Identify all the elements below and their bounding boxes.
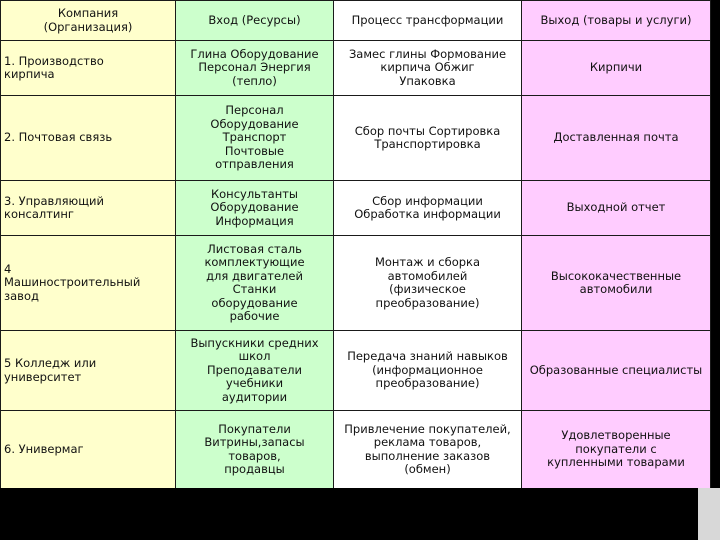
cell-line: кирпича xyxy=(4,67,55,81)
cell-line: (тепло) xyxy=(232,73,277,88)
cell-line: Машиностроительный xyxy=(4,275,141,290)
cell-line: Обработка информации xyxy=(354,207,501,221)
cell-line: Персонал xyxy=(225,103,284,118)
cell-line: комплектующие xyxy=(204,255,305,269)
company-cell xyxy=(1,236,176,331)
output-cell xyxy=(522,41,711,96)
cell-line: Кирпичи xyxy=(589,60,643,75)
cell-line: продавцы xyxy=(224,462,285,476)
process-cell xyxy=(334,96,522,181)
cell-line: Передача знаний навыков xyxy=(347,349,508,364)
cell-line: (Организация) xyxy=(43,19,133,34)
cell-line: выполнение заказов xyxy=(364,448,491,463)
cell-line: Глина Оборудование xyxy=(190,46,319,61)
cell-line: Выпускники средних xyxy=(190,335,319,350)
process-cell xyxy=(334,331,522,411)
table-row xyxy=(1,236,711,331)
input-cell xyxy=(176,236,334,331)
input-cell xyxy=(176,331,334,411)
company-cell xyxy=(1,181,176,236)
cell-line: оборудование xyxy=(211,295,298,310)
table-row xyxy=(1,411,711,489)
cell-line: Транспорт xyxy=(222,130,287,145)
cell-line: Привлечение покупателей, xyxy=(344,421,511,436)
cell-line: Высококачественные xyxy=(550,268,682,283)
process-cell xyxy=(334,41,522,96)
table-row xyxy=(1,181,711,236)
cell-line: Процесс трансформации xyxy=(351,12,504,27)
header-input xyxy=(176,1,334,41)
cell-line: автомобили xyxy=(579,282,653,296)
input-cell xyxy=(176,96,334,181)
cell-line: Витрины,запасы xyxy=(204,435,305,449)
cell-line: (обмен) xyxy=(404,462,451,476)
output-cell xyxy=(522,181,711,236)
cell-line: Консультанты xyxy=(210,186,299,201)
output-cell xyxy=(522,236,711,331)
cell-line: Сбор почты Сортировка xyxy=(354,123,501,138)
cell-line: Почтовые xyxy=(224,143,285,158)
cell-line: университет xyxy=(4,369,82,384)
cell-line: Персонал Энергия xyxy=(198,60,311,75)
cell-line: Выходной отчет xyxy=(566,200,666,215)
cell-line: кирпича Обжиг xyxy=(380,60,475,75)
cell-line: 2. Почтовая связь xyxy=(4,130,113,145)
cell-line: школ xyxy=(238,349,271,364)
cell-line: для двигателей xyxy=(206,268,303,283)
header-company xyxy=(1,1,176,41)
company-cell xyxy=(1,96,176,181)
output-cell xyxy=(522,331,711,411)
cell-line: Листовая сталь xyxy=(207,241,302,256)
cell-line: 4 xyxy=(4,261,12,276)
input-cell xyxy=(176,41,334,96)
header-row xyxy=(1,1,711,41)
cell-line: Монтаж и сборка xyxy=(374,255,481,269)
cell-line: завод xyxy=(4,288,39,303)
cell-line: Упаковка xyxy=(399,73,456,88)
cell-line: преобразование) xyxy=(375,295,480,310)
bottom-bar xyxy=(0,488,720,540)
cell-line: рабочие xyxy=(229,309,280,323)
header-process xyxy=(334,1,522,41)
output-cell xyxy=(522,411,711,489)
cell-line: Оборудование xyxy=(210,200,299,215)
cell-line: отправления xyxy=(215,157,294,172)
corner-box xyxy=(698,488,720,540)
company-cell xyxy=(1,331,176,411)
cell-line: автомобилей xyxy=(387,268,468,283)
cell-line: Замес глины Формование xyxy=(348,46,507,61)
process-cell xyxy=(334,236,522,331)
cell-line: Вход (Ресурсы) xyxy=(208,12,301,27)
output-cell xyxy=(522,96,711,181)
cell-line: 6. Универмаг xyxy=(4,441,84,456)
cell-line: 5 Колледж или xyxy=(4,356,97,370)
table-row xyxy=(1,331,711,411)
cell-line: консалтинг xyxy=(4,207,74,221)
input-cell xyxy=(176,411,334,489)
process-cell xyxy=(334,181,522,236)
company-cell xyxy=(1,411,176,489)
cell-line: Станки xyxy=(232,282,277,296)
cell-line: Оборудование xyxy=(210,116,299,131)
cell-line: 3. Управляющий xyxy=(4,193,105,208)
cell-line: реклама товаров, xyxy=(373,435,482,449)
cell-line: преобразование) xyxy=(375,376,480,391)
table-row xyxy=(1,41,711,96)
process-cell xyxy=(334,411,522,489)
cell-line: Транспортировка xyxy=(374,137,481,151)
cell-line: (информационное xyxy=(372,362,483,377)
cell-line: Удовлетворенные xyxy=(561,428,671,443)
cell-line: Компания xyxy=(57,6,119,20)
cell-line: аудитории xyxy=(221,389,288,404)
header-output xyxy=(522,1,711,41)
cell-line: 1. Производство xyxy=(4,53,104,68)
cell-line: Выход (товары и услуги) xyxy=(540,12,692,27)
cell-line: Доставленная почта xyxy=(553,130,679,145)
cell-line: учебники xyxy=(225,376,284,391)
cell-line: Покупатели xyxy=(218,421,291,436)
cell-line: Информация xyxy=(215,213,294,228)
cell-line: (физическое xyxy=(389,282,466,296)
table-row xyxy=(1,96,711,181)
company-cell xyxy=(1,41,176,96)
input-cell xyxy=(176,181,334,236)
cell-line: товаров, xyxy=(228,448,281,463)
cell-line: купленными товарами xyxy=(547,455,685,470)
cell-line: Преподаватели xyxy=(207,362,302,377)
cell-line: покупатели с xyxy=(575,441,657,456)
cell-line: Сбор информации xyxy=(372,193,483,208)
cell-line: Образованные специалисты xyxy=(529,362,703,377)
